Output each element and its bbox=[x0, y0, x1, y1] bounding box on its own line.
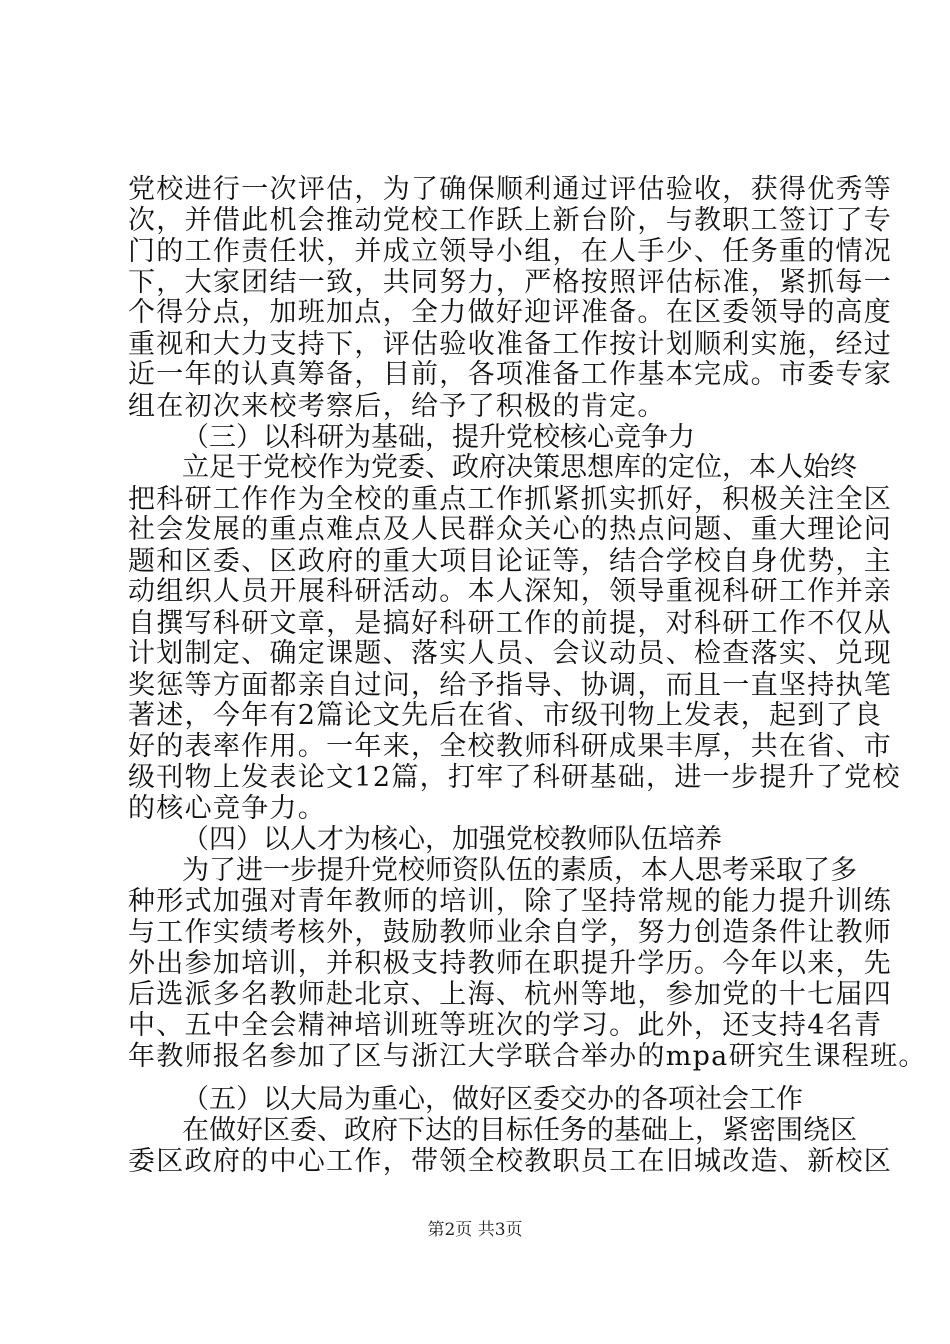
text-line: 奖惩等方面都亲自过问，给予指导、协调，而且一直坚持执笔 bbox=[128, 670, 893, 701]
text-line: 为了进一步提升党校师资队伍的素质，本人思考采取了多 bbox=[182, 855, 857, 886]
section-heading: （四）以人才为核心，加强党校教师队伍培养 bbox=[182, 824, 722, 855]
text-line: 计划制定、确定课题、落实人员、会议动员、检查落实、兑现 bbox=[128, 638, 893, 669]
text-line: 在做好区委、政府下达的目标任务的基础上，紧密围绕区 bbox=[182, 1115, 857, 1146]
text-line: 委区政府的中心工作，带领全校教职员工在旧城改造、新校区 bbox=[128, 1146, 893, 1177]
text-line: 近一年的认真筹备，目前，各项准备工作基本完成。市委专家 bbox=[128, 359, 893, 390]
text-line: 年教师报名参加了区与浙江大学联合举办的mpa研究生课程班。 bbox=[128, 1041, 927, 1072]
text-line: 下，大家团结一致，共同努力，严格按照评估标准，紧抓每一 bbox=[128, 267, 893, 298]
text-line: 著述，今年有2篇论文先后在省、市级刊物上发表，起到了良 bbox=[128, 700, 883, 731]
text-line: 外出参加培训，并积极支持教师在职提升学历。今年以来，先 bbox=[128, 948, 893, 979]
text-line: 社会发展的重点难点及人民群众关心的热点问题、重大理论问 bbox=[128, 514, 893, 545]
text-line: 中、五中全会精神培训班等班次的学习。此外，还支持4名青 bbox=[128, 1010, 883, 1041]
text-line: 立足于党校作为党委、政府决策思想库的定位，本人始终 bbox=[182, 452, 857, 483]
text-line: 后选派多名教师赴北京、上海、杭州等地，参加党的十七届四 bbox=[128, 979, 893, 1010]
text-line: 的核心竞争力。 bbox=[128, 793, 327, 824]
text-line: 动组织人员开展科研活动。本人深知，领导重视科研工作并亲 bbox=[128, 576, 893, 607]
section-heading: （三）以科研为基础，提升党校核心竞争力 bbox=[182, 422, 695, 453]
text-line: 题和区委、区政府的重大项目论证等，结合学校自身优势，主 bbox=[128, 546, 893, 577]
text-line: 好的表率作用。一年来，全校教师科研成果丰厚，共在省、市 bbox=[128, 731, 893, 762]
text-line: 次，并借此机会推动党校工作跃上新台阶，与教职工签订了专 bbox=[128, 205, 893, 236]
section-heading: （五）以大局为重心，做好区委交办的各项社会工作 bbox=[182, 1084, 803, 1115]
text-line: 自撰写科研文章，是搞好科研工作的前提，对科研工作不仅从 bbox=[128, 608, 893, 639]
text-line: 重视和大力支持下，评估验收准备工作按计划顺利实施，经过 bbox=[128, 329, 893, 360]
text-line: 门的工作责任状，并成立领导小组，在人手少、任务重的情况 bbox=[128, 236, 893, 267]
page-footer: 第2页 共3页 bbox=[427, 1220, 523, 1240]
text-line: 级刊物上发表论文12篇，打牢了科研基础，进一步提升了党校 bbox=[128, 762, 901, 793]
text-line: 与工作实绩考核外，鼓励教师业余自学，努力创造条件让教师 bbox=[128, 917, 893, 948]
text-line: 把科研工作作为全校的重点工作抓紧抓实抓好，积极关注全区 bbox=[128, 484, 893, 515]
text-line: 党校进行一次评估，为了确保顺利通过评估验收，获得优秀等 bbox=[128, 174, 893, 205]
text-line: 个得分点，加班加点，全力做好迎评准备。在区委领导的高度 bbox=[128, 297, 893, 328]
text-line: 种形式加强对青年教师的培训，除了坚持常规的能力提升训练 bbox=[128, 886, 893, 917]
text-line: 组在初次来校考察后，给予了积极的肯定。 bbox=[128, 391, 666, 422]
